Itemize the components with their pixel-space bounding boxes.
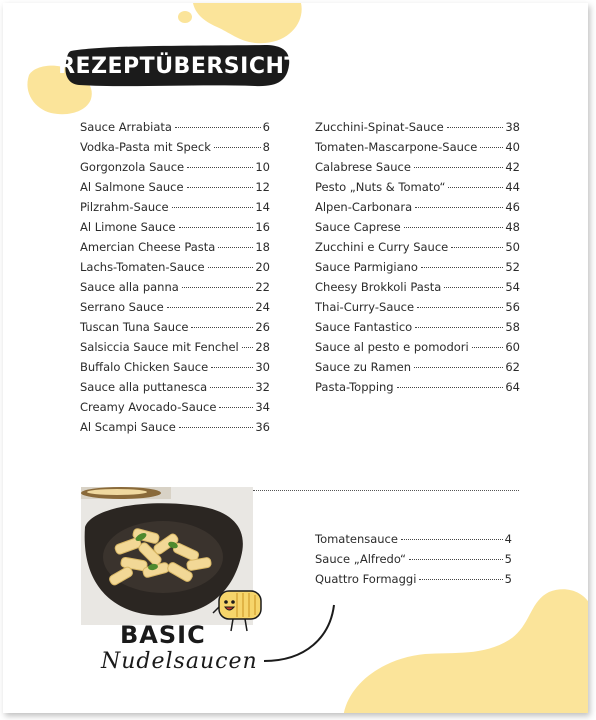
toc-entry-page: 58: [505, 320, 520, 334]
toc-entry: [315, 260, 520, 280]
toc-entry-page: 8: [262, 140, 270, 154]
toc-entry: [315, 180, 520, 200]
toc-leader-dots: [187, 167, 253, 168]
toc-leader-dots: [397, 387, 504, 388]
toc-entry-label: Sauce Parmigiano: [315, 260, 418, 274]
toc-entry-label: Sauce zu Ramen: [315, 360, 412, 374]
toc-leader-dots: [187, 187, 254, 188]
toc-leader-dots: [419, 579, 502, 580]
toc-right-column: [315, 120, 520, 400]
toc-entry-label: Zucchini e Curry Sauce: [315, 240, 449, 254]
toc-entry-label: Quattro Formaggi: [315, 572, 417, 586]
toc-leader-dots: [214, 147, 261, 148]
toc-leader-dots: [211, 367, 253, 368]
toc-leader-dots: [448, 187, 503, 188]
toc-entry-label: Calabrese Sauce: [315, 160, 411, 174]
toc-leader-dots: [414, 167, 503, 168]
toc-leader-dots: [242, 347, 254, 348]
toc-leader-dots: [414, 367, 503, 368]
toc-entry-label: Tomatensauce: [315, 532, 398, 546]
toc-entry-label: Salsiccia Sauce mit Fenchel: [80, 340, 239, 354]
toc-entry-page: 34: [255, 400, 270, 414]
toc-entry-page: 10: [255, 160, 270, 174]
toc-entry-label: Sauce „Alfredo“: [315, 552, 406, 566]
toc-entry-page: 24: [255, 300, 270, 314]
toc-entry-page: 4: [504, 532, 512, 546]
toc-entry-page: 5: [504, 552, 512, 566]
toc-entry: [80, 260, 270, 280]
toc-entry-page: 50: [505, 240, 520, 254]
toc-entry-label: Gorgonzola Sauce: [80, 160, 185, 174]
page-title-badge: [58, 43, 300, 89]
toc-entry: [315, 360, 520, 380]
toc-entry-label: Al Scampi Sauce: [80, 420, 176, 434]
toc-entry-label: Sauce Arrabiata: [80, 120, 172, 134]
toc-entry-page: 48: [505, 220, 520, 234]
yellow-blob-bottom-right: [343, 588, 588, 713]
cookbook-page: [3, 3, 588, 713]
toc-leader-dots: [401, 539, 503, 540]
toc-entry: [315, 140, 520, 160]
toc-entry: [315, 340, 520, 360]
toc-entry: [315, 240, 520, 260]
toc-entry-label: Tuscan Tuna Sauce: [80, 320, 189, 334]
toc-leader-dots: [417, 307, 503, 308]
toc-entry: [80, 240, 270, 260]
basic-section-title: BASIC: [120, 621, 206, 649]
toc-entry-page: 30: [255, 360, 270, 374]
toc-leader-dots: [409, 559, 503, 560]
toc-entry: [80, 400, 270, 420]
toc-entry: [80, 180, 270, 200]
toc-entry: [80, 300, 270, 320]
toc-leader-dots: [444, 287, 503, 288]
toc-entry-page: 40: [505, 140, 520, 154]
toc-entry-page: 64: [505, 380, 520, 394]
toc-entry: [315, 300, 520, 320]
toc-entry: [80, 320, 270, 340]
toc-entry-page: 46: [505, 200, 520, 214]
toc-entry-label: Pilzrahm-Sauce: [80, 200, 169, 214]
toc-entry-page: 44: [505, 180, 520, 194]
toc-entry-label: Vodka-Pasta mit Speck: [80, 140, 211, 154]
toc-leader-dots: [172, 207, 254, 208]
toc-entry: [315, 160, 520, 180]
toc-entry-label: Sauce alla puttanesca: [80, 380, 208, 394]
toc-entry: [315, 552, 512, 572]
basic-section-subtitle: Nudelsaucen: [101, 649, 258, 674]
toc-entry-label: Pasta-Topping: [315, 380, 394, 394]
toc-entry-label: Pesto „Nuts & Tomato“: [315, 180, 446, 194]
toc-entry-page: 14: [255, 200, 270, 214]
toc-entry-page: 28: [255, 340, 270, 354]
toc-leader-dots: [191, 327, 253, 328]
toc-leader-dots: [218, 247, 253, 248]
toc-entry-page: 12: [255, 180, 270, 194]
toc-entry-page: 18: [255, 240, 270, 254]
toc-entry-page: 54: [505, 280, 520, 294]
toc-entry-label: Sauce alla panna: [80, 280, 179, 294]
toc-entry-page: 6: [262, 120, 270, 134]
toc-leader-dots: [415, 207, 503, 208]
toc-entry: [80, 220, 270, 240]
toc-entry: [80, 360, 270, 380]
curved-arrow-icon: [258, 603, 338, 668]
page-title: REZEPTÜBERSICHT: [58, 53, 300, 79]
toc-entry-page: 26: [255, 320, 270, 334]
toc-entry-label: Thai-Curry-Sauce: [315, 300, 415, 314]
toc-leader-dots: [179, 427, 254, 428]
toc-entry-label: Al Salmone Sauce: [80, 180, 184, 194]
toc-entry: [80, 420, 270, 440]
toc-leader-dots: [447, 127, 504, 128]
yellow-blob-top: [173, 3, 313, 48]
toc-entry-label: Zucchini-Spinat-Sauce: [315, 120, 444, 134]
toc-leader-dots: [179, 227, 254, 228]
toc-leader-dots: [421, 267, 503, 268]
toc-entry-label: Creamy Avocado-Sauce: [80, 400, 217, 414]
toc-entry: [315, 380, 520, 400]
toc-leader-dots: [208, 267, 254, 268]
toc-entry-label: Cheesy Brokkoli Pasta: [315, 280, 442, 294]
toc-entry-label: Serrano Sauce: [80, 300, 164, 314]
toc-entry-label: Lachs-Tomaten-Sauce: [80, 260, 205, 274]
toc-leader-dots: [404, 227, 504, 228]
toc-entry-label: Sauce Fantastico: [315, 320, 413, 334]
toc-leader-dots: [219, 407, 253, 408]
toc-entry-page: 36: [255, 420, 270, 434]
toc-entry: [315, 572, 512, 592]
toc-entry-label: Tomaten-Mascarpone-Sauce: [315, 140, 478, 154]
toc-entry-page: 32: [255, 380, 270, 394]
toc-entry: [315, 320, 520, 340]
toc-entry: [80, 340, 270, 360]
toc-leader-dots: [175, 127, 261, 128]
toc-entry: [315, 280, 520, 300]
toc-basic-list: [315, 532, 512, 592]
toc-entry-label: Amercian Cheese Pasta: [80, 240, 216, 254]
toc-entry: [80, 140, 270, 160]
toc-entry: [315, 120, 520, 140]
toc-entry-page: 52: [505, 260, 520, 274]
toc-entry: [315, 200, 520, 220]
toc-entry-page: 60: [505, 340, 520, 354]
toc-left-column: [80, 120, 270, 440]
toc-entry: [80, 280, 270, 300]
toc-entry-page: 42: [505, 160, 520, 174]
toc-entry-page: 22: [255, 280, 270, 294]
toc-entry-page: 5: [504, 572, 512, 586]
toc-leader-dots: [472, 347, 504, 348]
toc-entry-label: Alpen-Carbonara: [315, 200, 413, 214]
toc-leader-dots: [480, 147, 503, 148]
toc-entry-page: 20: [255, 260, 270, 274]
toc-entry: [315, 220, 520, 240]
toc-leader-dots: [167, 307, 254, 308]
toc-entry-label: Sauce al pesto e pomodori: [315, 340, 469, 354]
toc-entry-page: 38: [505, 120, 520, 134]
toc-entry: [80, 160, 270, 180]
toc-entry-page: 16: [255, 220, 270, 234]
toc-entry: [80, 200, 270, 220]
toc-leader-dots: [182, 287, 254, 288]
toc-entry: [80, 380, 270, 400]
toc-leader-dots: [210, 387, 253, 388]
toc-leader-dots: [451, 247, 503, 248]
toc-entry: [80, 120, 270, 140]
section-divider: [253, 490, 519, 491]
toc-entry-label: Sauce Caprese: [315, 220, 401, 234]
toc-entry-label: Buffalo Chicken Sauce: [80, 360, 209, 374]
toc-entry-label: Al Limone Sauce: [80, 220, 176, 234]
toc-entry-page: 56: [505, 300, 520, 314]
toc-leader-dots: [415, 327, 503, 328]
toc-entry-page: 62: [505, 360, 520, 374]
toc-entry: [315, 532, 512, 552]
